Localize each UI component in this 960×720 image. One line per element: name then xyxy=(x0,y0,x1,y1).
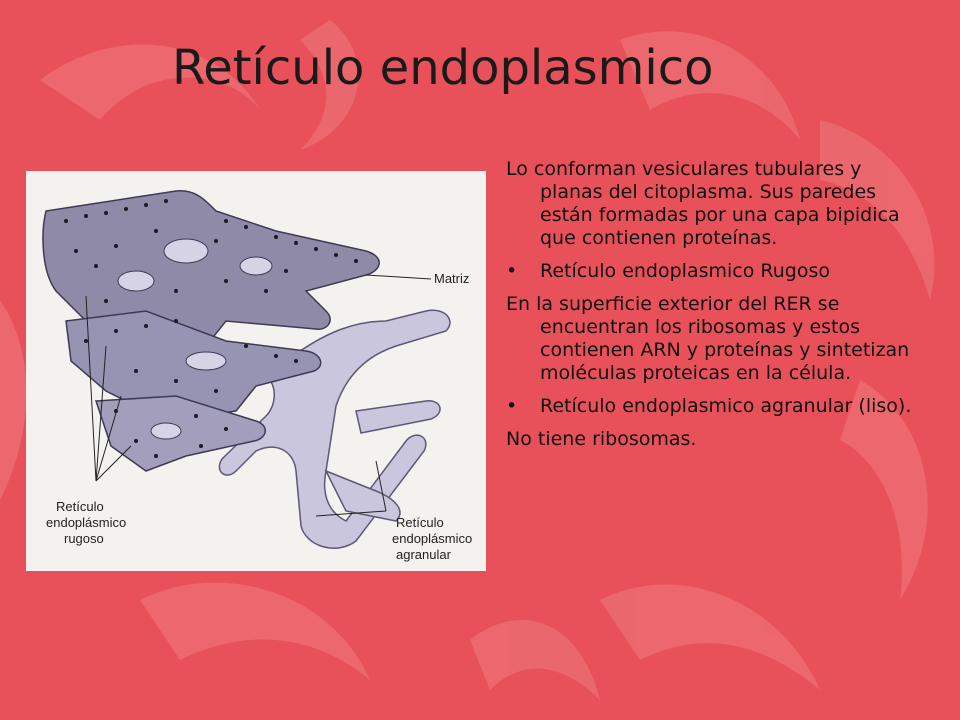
label-rough-2: endoplásmico xyxy=(46,515,127,530)
label-smooth-2: endoplásmico xyxy=(392,531,473,546)
label-smooth-3: agranular xyxy=(396,547,451,562)
label-rough-1: Retículo xyxy=(56,499,104,514)
bullet-icon: • xyxy=(506,395,518,417)
bullet-icon: • xyxy=(506,260,518,282)
endoplasmic-reticulum-figure xyxy=(26,171,486,571)
ser-paragraph: No tiene ribosomas. xyxy=(506,428,697,450)
label-matriz: Matriz xyxy=(434,271,470,286)
label-smooth-1: Retículo xyxy=(396,515,444,530)
slide-body xyxy=(506,158,926,461)
rer-paragraph: En la superficie exterior del RER se encuentran los ribosomas y estos contienen ARN y proteínas y sintetizan moléculas proteicas en la célula. xyxy=(506,293,910,384)
bullet-smooth-er-text: Retículo endoplasmico agranular (liso). xyxy=(540,395,912,417)
bullet-rough-er-text: Retículo endoplasmico Rugoso xyxy=(540,260,830,282)
bullet-smooth-er xyxy=(506,395,926,418)
slide-title: Retículo endoplasmico xyxy=(172,40,714,96)
bullet-rough-er xyxy=(506,260,926,283)
er-diagram xyxy=(26,171,486,571)
intro-paragraph: Lo conforman vesiculares tubulares y planas del citoplasma. Sus paredes están formadas por una capa bipidica que contienen proteínas. xyxy=(506,158,900,249)
label-rough-3: rugoso xyxy=(64,531,104,546)
